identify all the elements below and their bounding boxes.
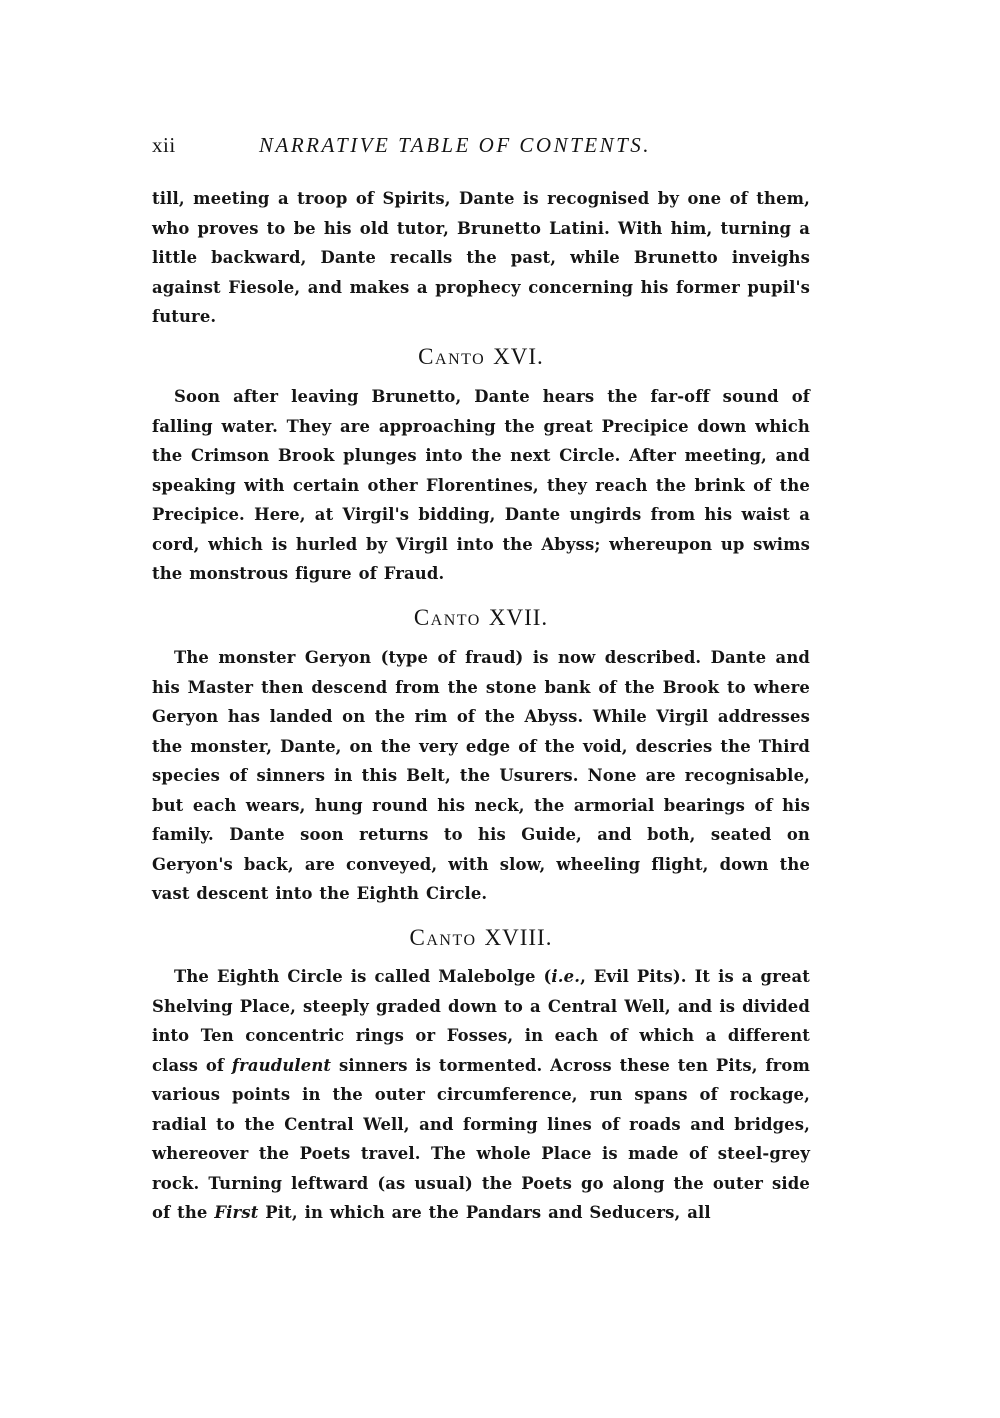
canto-label: Canto xyxy=(413,605,481,630)
text-segment: The Eighth Circle is called Malebolge ( xyxy=(174,967,552,986)
canto-heading-xvii xyxy=(152,605,810,635)
italic-word-fraudulent: fraudulent xyxy=(231,1055,332,1075)
canto-number: XVII. xyxy=(488,605,549,630)
canto-xvii-summary: The monster Geryon (type of fraud) is now described. Dante and his Master then descend from the stone bank of the Brook to where Geryon has landed on the rim of the Abyss. While Virgil addresses the monster, Dante, on the very edge of the void, descries the Third species of sinners in this Belt, the Usurers. None are recognisable, but each wears, hung round his neck, the armorial bearings of his family. Dante soon returns to his Guide, and both, seated on Geryon's back, are conveyed, with slow, wheeling flight, down the vast descent into the Eighth Circle. xyxy=(152,648,810,903)
running-title: NARRATIVE TABLE OF CONTENTS. xyxy=(259,133,652,157)
page-number: xii xyxy=(152,133,176,157)
canto-number: XVIII. xyxy=(484,925,553,950)
canto-label: Canto xyxy=(418,344,486,369)
italic-word-first: First xyxy=(214,1203,259,1222)
canto-label: Canto xyxy=(409,925,477,950)
canto-heading-xviii xyxy=(152,925,810,955)
canto-xvi-summary: Soon after leaving Brunetto, Dante hears the far-off sound of falling water. They are approaching the great Precipice down which the Crimson Brook plunges into the next Circle. After meeting, and speaking with certain other Florentines, they reach the brink of the Precipice. Here, at Virgil's bidding, Dante ungirds from his waist a cord, which is hurled by Virgil into the Abyss; whereupon up swims the monstrous figure of Fraud. xyxy=(152,387,810,583)
text-segment: sinners is tormented. Across these ten Pits, from various points in the outer circumference, run spans of rockage, radial to the Central Well, and forming lines of roads and bridges, whereover the Poets travel. The whole Place is made of steel-grey rock. Turning leftward (as usual) the Poets go along the outer side of the xyxy=(152,1055,811,1222)
continuation-paragraph: till, meeting a troop of Spirits, Dante is recognised by one of them, who proves to be his old tutor, Brunetto Latini. With him, turning a little backward, Dante recalls the past, while Brunetto inveighs against Fiesole, and makes a prophecy concerning his former pupil's future. xyxy=(152,189,810,326)
canto-number: XVI. xyxy=(493,344,544,369)
running-header xyxy=(152,133,812,163)
text-segment: , Evil Pits). It is a great Shelving Place, steeply graded down to a Central Well, and is divided into Ten concentric rings or Fosses, in each of which a different class of xyxy=(152,967,810,1075)
canto-xviii-summary xyxy=(152,962,810,1228)
canto-heading-xvi xyxy=(152,344,810,374)
text-segment: Pit, in which are the Pandars and Seducers, all xyxy=(258,1203,711,1222)
italic-abbreviation: i.e. xyxy=(551,967,581,986)
